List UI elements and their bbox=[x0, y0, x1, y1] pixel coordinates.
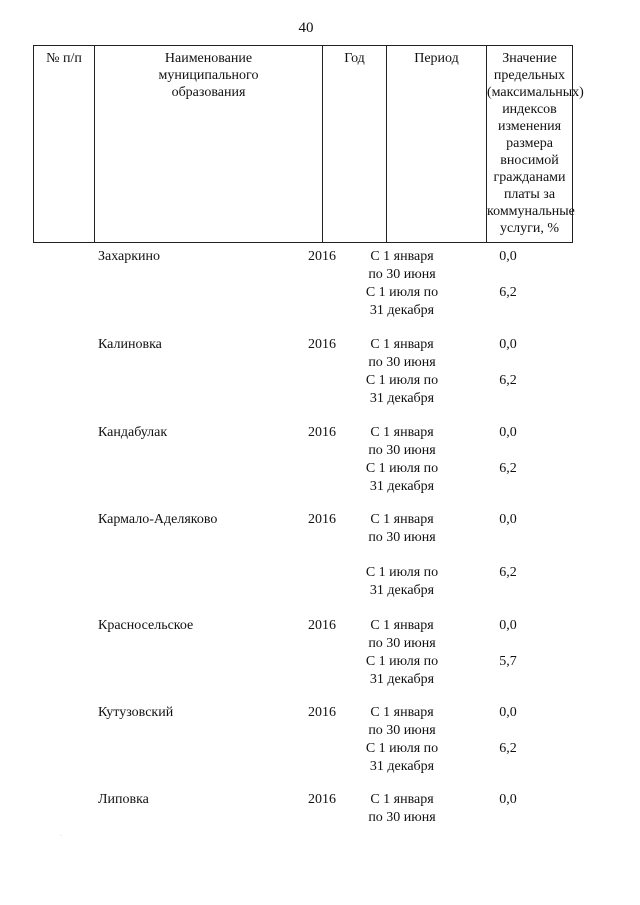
period-line: 31 декабря bbox=[369, 583, 435, 598]
period-line: С 1 июля по bbox=[365, 461, 439, 476]
period-first-half bbox=[352, 791, 452, 827]
header-period-col bbox=[386, 46, 486, 242]
index-value: 0,0 bbox=[499, 512, 517, 527]
header-line: Год bbox=[344, 51, 365, 66]
index-value: 6,2 bbox=[499, 285, 517, 300]
header-line: (максимальных) bbox=[487, 85, 584, 100]
period-line: С 1 января bbox=[370, 512, 434, 527]
table-row bbox=[0, 336, 640, 416]
index-value: 0,0 bbox=[499, 425, 517, 440]
header-line: гражданами bbox=[493, 170, 566, 185]
period-line: С 1 июля по bbox=[365, 654, 439, 669]
period-line: С 1 января bbox=[370, 792, 434, 807]
header-line: образования bbox=[171, 85, 246, 100]
period-line: С 1 января bbox=[370, 249, 434, 264]
period-line: С 1 января bbox=[370, 425, 434, 440]
period-line: 31 декабря bbox=[369, 479, 435, 494]
header-line: вносимой bbox=[500, 153, 559, 168]
municipality-name: Кармало-Аделяково bbox=[98, 512, 218, 527]
municipality-name: Калиновка bbox=[98, 337, 162, 352]
period-line: по 30 июня bbox=[368, 810, 436, 825]
period-line: 31 декабря bbox=[369, 303, 435, 318]
year-cell: 2016 bbox=[308, 249, 336, 264]
year-cell: 2016 bbox=[308, 705, 336, 720]
period-line: 31 декабря bbox=[369, 672, 435, 687]
period-second-half bbox=[352, 284, 452, 320]
header-line: № п/п bbox=[46, 51, 82, 66]
period-first-half bbox=[352, 248, 452, 284]
municipality-name: Захаркино bbox=[98, 249, 161, 264]
year-cell: 2016 bbox=[308, 425, 336, 440]
header-line: платы за bbox=[503, 187, 556, 202]
period-line: С 1 января bbox=[370, 337, 434, 352]
header-line: изменения bbox=[497, 119, 562, 134]
period-second-half bbox=[352, 460, 452, 496]
year-cell: 2016 bbox=[308, 337, 336, 352]
year-cell: 2016 bbox=[308, 512, 336, 527]
index-value: 0,0 bbox=[499, 249, 517, 264]
period-line: С 1 июля по bbox=[365, 741, 439, 756]
period-line: по 30 июня bbox=[368, 530, 436, 545]
index-value: 6,2 bbox=[499, 373, 517, 388]
period-line: по 30 июня bbox=[368, 443, 436, 458]
table-row bbox=[0, 617, 640, 697]
header-number-col bbox=[34, 46, 94, 242]
period-line: по 30 июня bbox=[368, 723, 436, 738]
header-value-col bbox=[486, 46, 584, 242]
period-first-half bbox=[352, 336, 452, 372]
index-value: 0,0 bbox=[499, 705, 517, 720]
period-second-half bbox=[352, 653, 452, 689]
header-line: услуги, % bbox=[499, 221, 560, 236]
header-line: муниципального bbox=[158, 68, 259, 83]
period-line: С 1 июля по bbox=[365, 565, 439, 580]
header-year-col bbox=[322, 46, 386, 242]
index-value: 6,2 bbox=[499, 461, 517, 476]
period-line: С 1 июля по bbox=[365, 285, 439, 300]
header-line: размера bbox=[506, 136, 553, 151]
index-value: 0,0 bbox=[499, 337, 517, 352]
municipality-name: Кандабулак bbox=[98, 425, 168, 440]
table-row bbox=[0, 424, 640, 504]
index-value: 6,2 bbox=[499, 565, 517, 580]
table-row bbox=[0, 704, 640, 784]
scan-speck: · bbox=[60, 833, 62, 839]
table-row bbox=[0, 248, 640, 328]
period-first-half bbox=[352, 617, 452, 653]
index-value: 5,7 bbox=[499, 654, 517, 669]
table-row bbox=[0, 791, 640, 871]
index-value: 0,0 bbox=[499, 792, 517, 807]
header-line: предельных bbox=[493, 68, 566, 83]
index-value: 6,2 bbox=[499, 741, 517, 756]
header-line: Наименование bbox=[164, 51, 253, 66]
header-line: Значение bbox=[502, 51, 557, 66]
year-cell: 2016 bbox=[308, 792, 336, 807]
period-line: С 1 января bbox=[370, 618, 434, 633]
period-second-half bbox=[352, 740, 452, 776]
header-line: коммунальные bbox=[487, 204, 575, 219]
period-line: 31 декабря bbox=[369, 759, 435, 774]
header-line: Период bbox=[414, 51, 459, 66]
table-row bbox=[0, 511, 640, 598]
year-cell: 2016 bbox=[308, 618, 336, 633]
header-line: индексов bbox=[502, 102, 557, 117]
period-second-half bbox=[352, 372, 452, 408]
period-line: 31 декабря bbox=[369, 391, 435, 406]
period-line: С 1 января bbox=[370, 705, 434, 720]
period-line: по 30 июня bbox=[368, 355, 436, 370]
municipality-name: Красносельское bbox=[98, 618, 194, 633]
period-first-half bbox=[352, 704, 452, 740]
municipality-name: Липовка bbox=[98, 792, 149, 807]
period-line: по 30 июня bbox=[368, 267, 436, 282]
period-second-half bbox=[352, 564, 452, 600]
period-first-half bbox=[352, 511, 452, 547]
municipality-name: Кутузовский bbox=[98, 705, 174, 720]
page-number: 40 bbox=[298, 20, 314, 36]
table-header bbox=[33, 45, 584, 243]
index-value: 0,0 bbox=[499, 618, 517, 633]
header-name-col bbox=[94, 46, 322, 242]
period-first-half bbox=[352, 424, 452, 460]
period-line: по 30 июня bbox=[368, 636, 436, 651]
period-line: С 1 июля по bbox=[365, 373, 439, 388]
